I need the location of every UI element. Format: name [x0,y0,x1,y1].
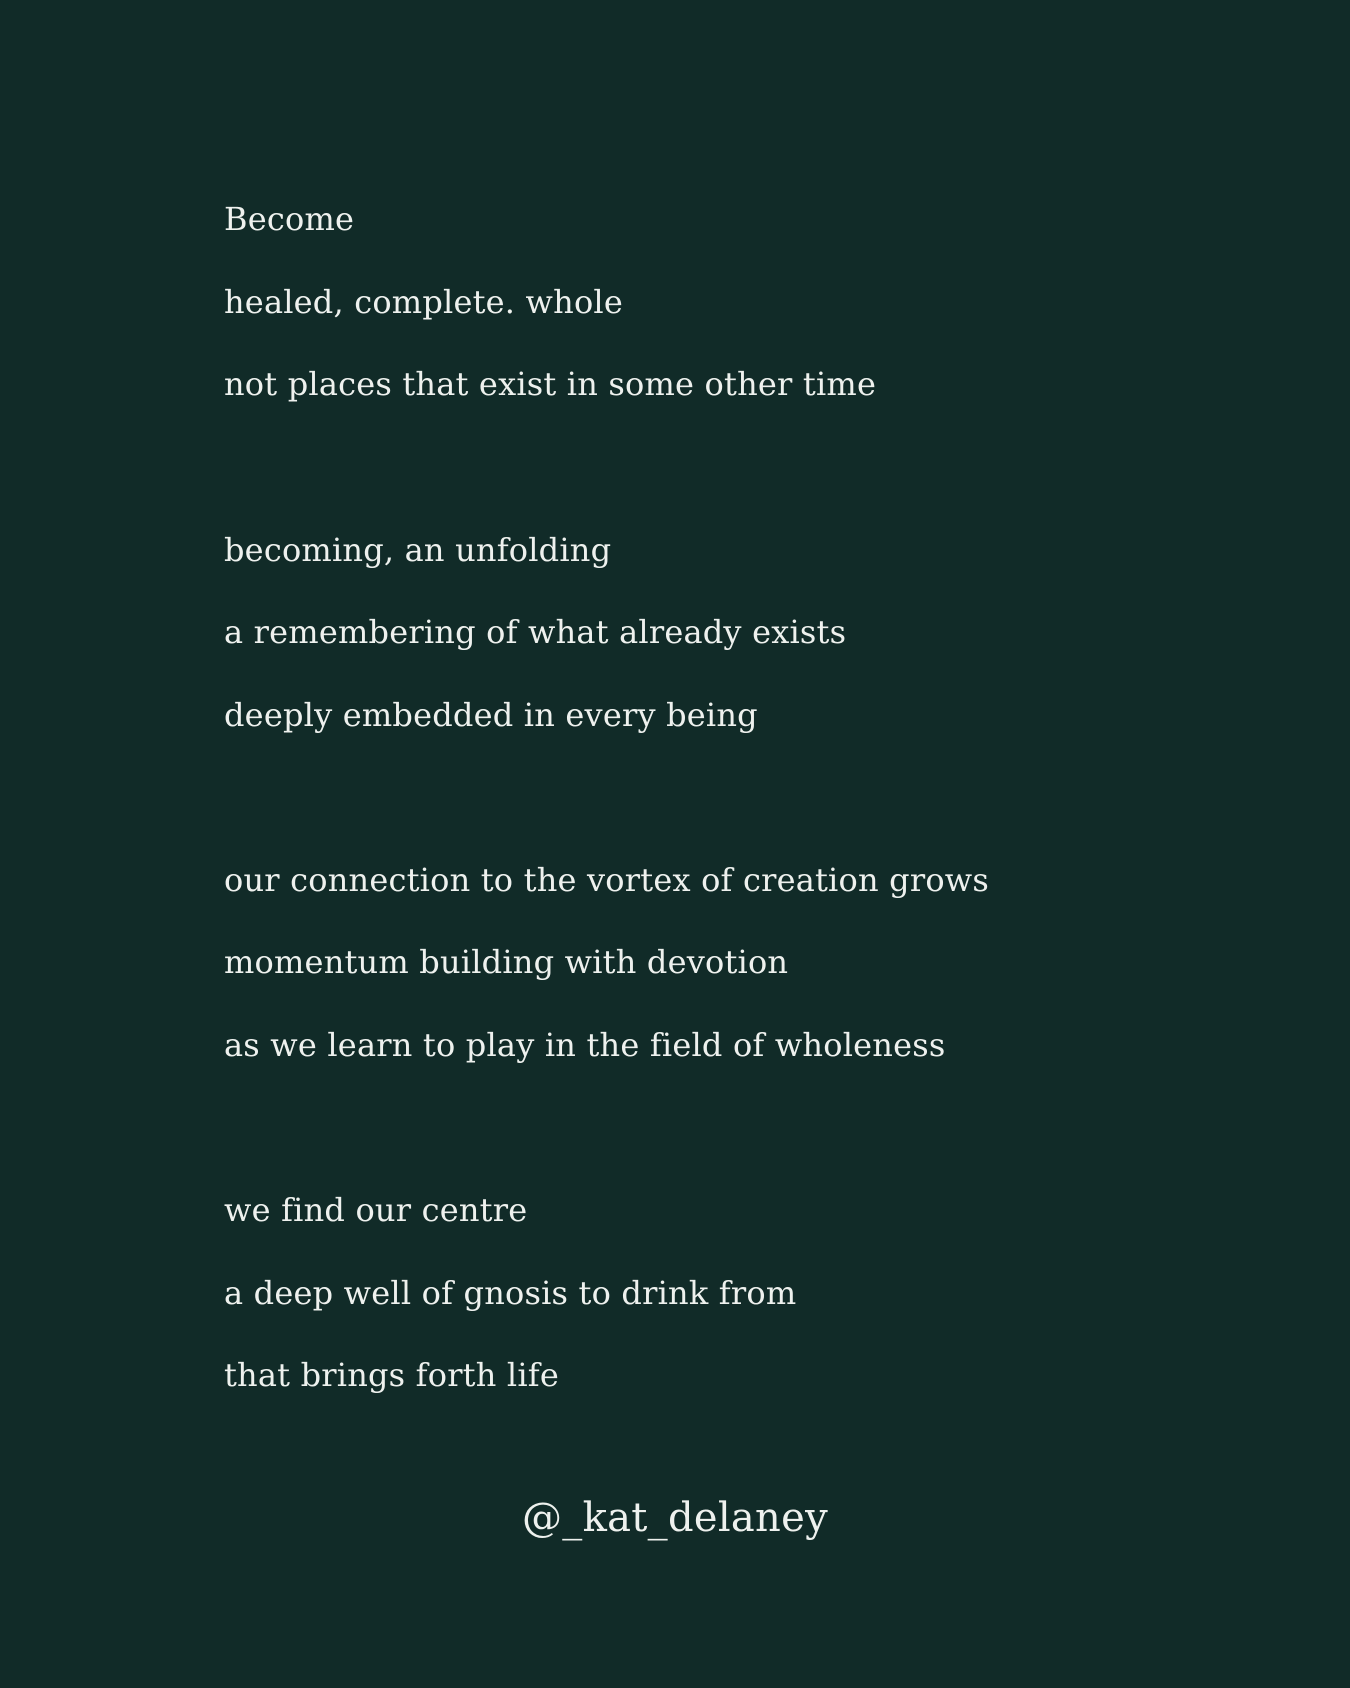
poem-line: a deep well of gnosis to drink from [224,1274,797,1312]
poem-line: our connection to the vortex of creation grows [224,861,989,899]
poem-line: Become [224,200,355,238]
poem-line: healed, complete. whole [224,283,623,321]
poem-line: as we learn to play in the field of wholeness [224,1026,946,1064]
poem-line: that brings forth life [224,1356,559,1394]
poem [224,0,1224,1688]
poem-line: a remembering of what already exists [224,613,847,651]
poem-line: deeply embedded in every being [224,696,758,734]
poem-line: becoming, an unfolding [224,531,612,569]
poem-line: not places that exist in some other time [224,365,877,403]
poem-line: we find our centre [224,1191,528,1229]
poem-line: momentum building with devotion [224,943,789,981]
author-handle: @_kat_delaney [521,1495,828,1541]
